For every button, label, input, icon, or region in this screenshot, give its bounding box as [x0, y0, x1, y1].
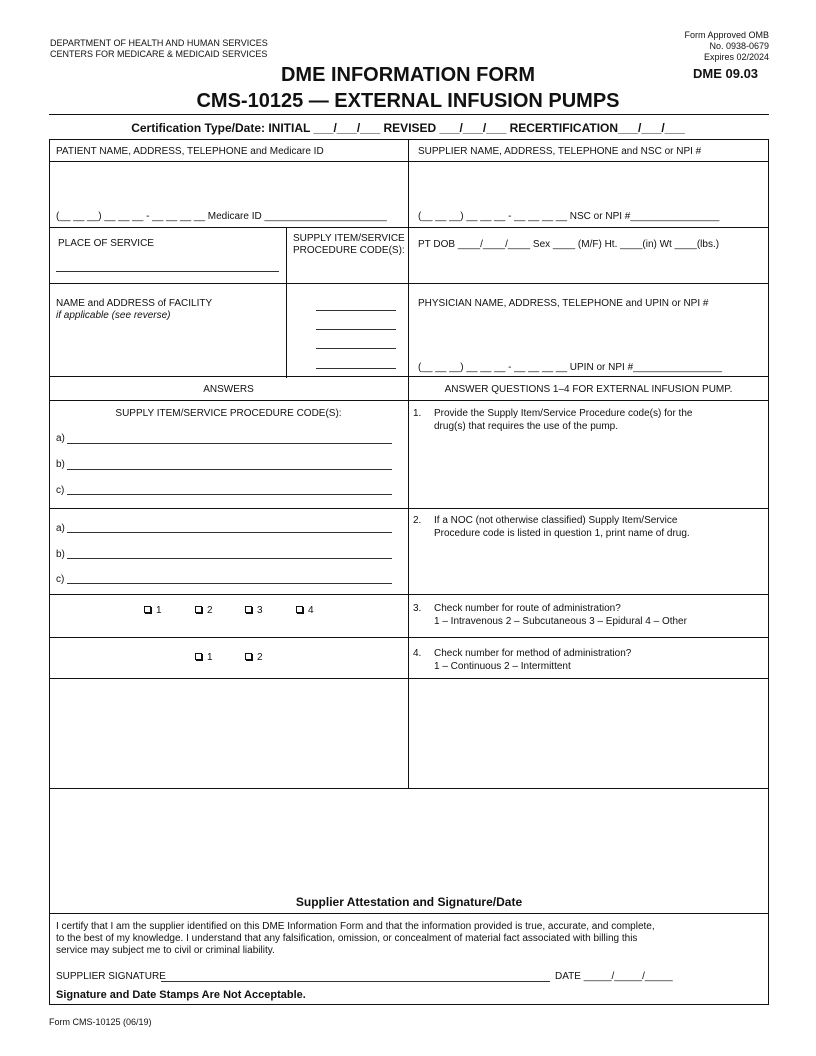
q2-answer-b-field[interactable]	[67, 558, 392, 559]
supply-item-label-2: PROCEDURE CODE(S):	[293, 245, 405, 256]
attestation-title: Supplier Attestation and Signature/Date	[295, 895, 523, 909]
omb-expiry: Expires 02/2024	[703, 52, 769, 62]
q4-option-1-checkbox[interactable]	[195, 651, 213, 664]
patient-section-label: PATIENT NAME, ADDRESS, TELEPHONE and Medicare ID	[56, 146, 324, 157]
question-2-text-2: Procedure code is listed in question 1, print name of drug.	[434, 528, 690, 539]
form-number: Form CMS-10125 (06/19)	[49, 1017, 152, 1027]
checkbox-icon	[195, 606, 202, 613]
form-grid	[49, 139, 769, 1005]
question-3-text-2: 1 – Intravenous 2 – Subcutaneous 3 – Epidural 4 – Other	[434, 616, 687, 627]
question-1-number: 1.	[413, 408, 422, 419]
question-1-text: Provide the Supply Item/Service Procedure code(s) for the	[434, 408, 693, 419]
question-4-text-2: 1 – Continuous 2 – Intermittent	[434, 661, 571, 672]
physician-section-label: PHYSICIAN NAME, ADDRESS, TELEPHONE and UPIN or NPI #	[418, 298, 709, 309]
procedure-code-field[interactable]	[316, 368, 396, 369]
patient-dob-sex-height-weight-field[interactable]: PT DOB ____/____/____ Sex ____ (M/F) Ht. ____(in) Wt ____(lbs.)	[418, 239, 720, 250]
q1-answer-label: SUPPLY ITEM/SERVICE PROCEDURE CODE(S):	[115, 408, 342, 419]
q4-option-2-checkbox[interactable]	[245, 651, 263, 664]
row-divider	[49, 161, 769, 162]
row-divider	[49, 508, 769, 509]
line-label-b: b)	[56, 549, 65, 560]
line-label-c: c)	[56, 574, 65, 585]
signature-date-field[interactable]: DATE _____/_____/_____	[555, 971, 673, 982]
q2-answer-c-field[interactable]	[67, 583, 392, 584]
stamp-notice: Signature and Date Stamps Are Not Acceptable.	[56, 989, 306, 1001]
form-code: DME 09.03	[693, 66, 759, 81]
question-3-number: 3.	[413, 603, 422, 614]
place-of-service-label: PLACE OF SERVICE	[58, 238, 154, 249]
question-2-number: 2.	[413, 515, 422, 526]
q1-answer-c-field[interactable]	[67, 494, 392, 495]
option-label: 1	[156, 605, 162, 616]
row-divider	[49, 637, 769, 638]
row-divider	[49, 283, 769, 284]
row-divider	[49, 227, 769, 228]
line-label-a: a)	[56, 433, 65, 444]
supplier-phone-npi-field[interactable]: (__ __ __) __ __ __ - __ __ __ __ NSC or NPI #________________	[418, 211, 720, 222]
row-divider	[49, 376, 769, 377]
checkbox-icon	[195, 653, 202, 660]
checkbox-icon	[245, 653, 252, 660]
questions-header: ANSWER QUESTIONS 1–4 FOR EXTERNAL INFUSION PUMP.	[444, 384, 733, 395]
q2-answer-a-field[interactable]	[67, 532, 392, 533]
facility-label: NAME and ADDRESS of FACILITY	[56, 298, 213, 309]
option-label: 3	[257, 605, 263, 616]
supplier-section-label: SUPPLIER NAME, ADDRESS, TELEPHONE and NSC or NPI #	[418, 146, 702, 157]
supply-item-label: SUPPLY ITEM/SERVICE	[293, 233, 405, 244]
row-divider	[49, 400, 769, 401]
q3-option-1-checkbox[interactable]	[144, 604, 162, 617]
question-2-text: If a NOC (not otherwise classified) Supply Item/Service	[434, 515, 678, 526]
question-4-text: Check number for method of administration?	[434, 648, 632, 659]
form-subtitle: CMS-10125 — EXTERNAL INFUSION PUMPS	[196, 90, 620, 112]
line-label-a: a)	[56, 523, 65, 534]
option-label: 2	[207, 605, 213, 616]
agency-name: CENTERS FOR MEDICARE & MEDICAID SERVICES	[50, 49, 268, 59]
line-label-c: c)	[56, 485, 65, 496]
attestation-text-2: to the best of my knowledge. I understand that any falsification, omission, or concealment of material fact associated with billing this	[56, 933, 638, 944]
facility-sublabel: if applicable (see reverse)	[56, 310, 171, 321]
row-divider	[49, 678, 769, 679]
line-label-b: b)	[56, 459, 65, 470]
q1-answer-b-field[interactable]	[67, 469, 392, 470]
q3-option-2-checkbox[interactable]	[195, 604, 213, 617]
procedure-code-field[interactable]	[316, 310, 396, 311]
checkbox-icon	[296, 606, 303, 613]
procedure-code-field[interactable]	[316, 348, 396, 349]
option-label: 4	[308, 605, 314, 616]
omb-approval: Form Approved OMB	[684, 30, 769, 40]
department-name: DEPARTMENT OF HEALTH AND HUMAN SERVICES	[50, 38, 268, 48]
supplier-signature-field[interactable]	[161, 981, 550, 982]
q3-option-3-checkbox[interactable]	[245, 604, 263, 617]
q1-answer-a-field[interactable]	[67, 443, 392, 444]
title-rule	[49, 114, 769, 115]
attestation-text: I certify that I am the supplier identified on this DME Information Form and that the information provided is true, accurate, and complete,	[56, 921, 655, 932]
column-divider	[286, 227, 287, 378]
row-divider	[49, 594, 769, 595]
question-3-text: Check number for route of administration?	[434, 603, 621, 614]
row-divider	[49, 913, 769, 914]
patient-phone-medicare-id-field[interactable]: (__ __ __) __ __ __ - __ __ __ __ Medicare ID ______________________	[56, 211, 387, 222]
option-label: 1	[207, 652, 213, 663]
answers-header: ANSWERS	[203, 384, 254, 395]
form-title: DME INFORMATION FORM	[280, 64, 536, 86]
certification-type-date[interactable]: Certification Type/Date: INITIAL ___/___/___ REVISED ___/___/___ RECERTIFICATION___/___/___	[131, 121, 685, 135]
option-label: 2	[257, 652, 263, 663]
row-divider	[49, 788, 769, 789]
procedure-code-field[interactable]	[316, 329, 396, 330]
supplier-signature-label: SUPPLIER SIGNATURE	[56, 971, 166, 982]
place-of-service-field[interactable]	[56, 271, 279, 272]
physician-phone-npi-field[interactable]: (__ __ __) __ __ __ - __ __ __ __ UPIN or NPI #________________	[418, 362, 723, 373]
omb-number: No. 0938-0679	[709, 41, 769, 51]
checkbox-icon	[245, 606, 252, 613]
question-4-number: 4.	[413, 648, 422, 659]
column-divider	[408, 139, 409, 788]
q3-option-4-checkbox[interactable]	[296, 604, 314, 617]
question-1-text-2: drug(s) that requires the use of the pump.	[434, 421, 618, 432]
attestation-text-3: service may subject me to civil or criminal liability.	[56, 945, 275, 956]
checkbox-icon	[144, 606, 151, 613]
